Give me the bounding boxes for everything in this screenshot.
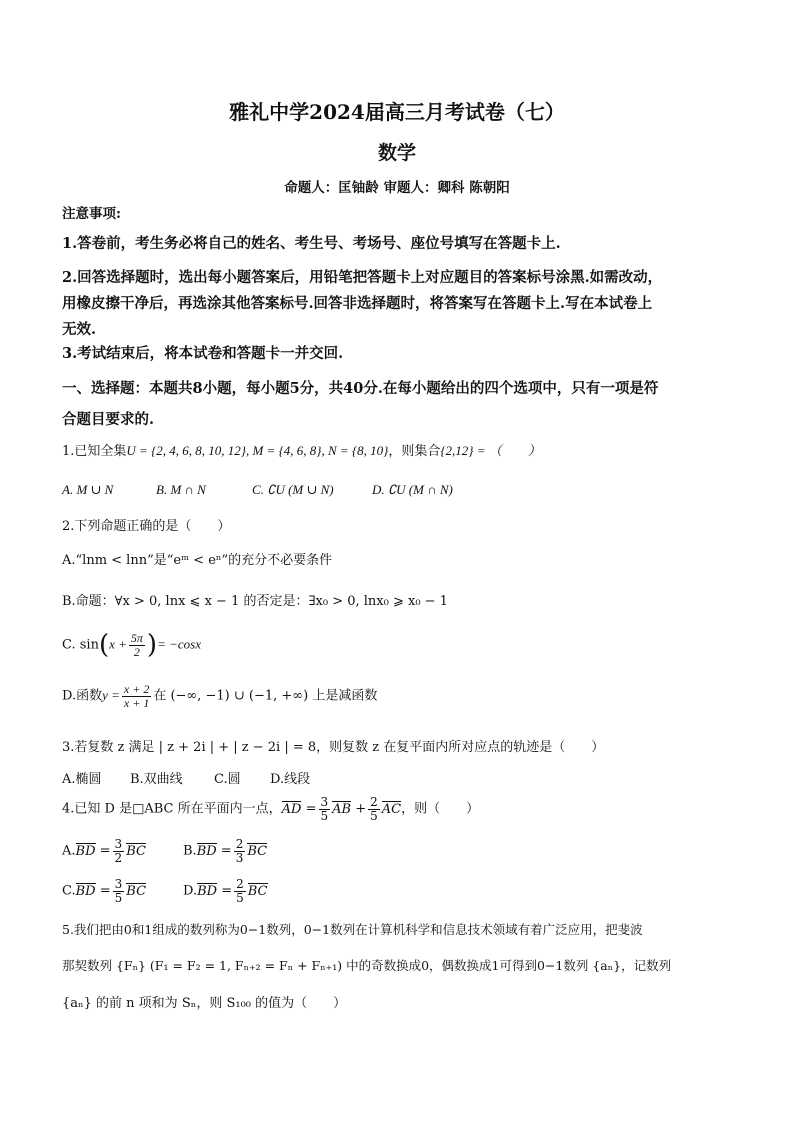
numerator: 5π: [130, 630, 143, 645]
vector-ac: AC: [381, 801, 402, 817]
notice-item-2-line1: 2.回答选择题时，选出每小题答案后，用铅笔把答题卡上对应题目的答案标号涂黑.如需改动，: [62, 269, 663, 286]
question-5-line2: 那契数列 {Fₙ} (F₁ = F₂ = 1, Fₙ₊₂ = Fₙ + Fₙ₊₁) 中的奇数换成0，偶数换成1可得到0−1数列 {aₙ}，记数列: [62, 958, 672, 973]
denominator: 5: [320, 808, 329, 823]
denominator: 5: [114, 890, 123, 905]
left-paren: (: [98, 630, 110, 660]
section-heading-line1: 一、选择题：本题共8小题，每小题5分，共40分.在每小题给出的四个选项中，只有一项是符: [62, 380, 659, 397]
question-5-line1: 5.我们把由0和1组成的数列称为0−1数列，0−1数列在计算机科学和信息技术领域有着广泛应用，把斐波: [62, 922, 643, 937]
numerator: 2: [370, 795, 378, 809]
q2-option-b[interactable]: B.命题：∀x > 0, lnx ⩽ x − 1 的否定是：∃x₀ > 0, lnx₀ ⩾ x₀ − 1: [62, 594, 448, 609]
q2-d-suffix: 在 (−∞, −1) ∪ (−1, +∞) 上是减函数: [153, 688, 378, 704]
q2-c-x: x +: [109, 636, 127, 652]
q4-option-b[interactable]: B.BD = $\frac{2}{3}$ BC: [183, 837, 268, 865]
q4-option-c[interactable]: C.BD = $\frac{3}{5}$ BC: [62, 877, 147, 905]
denominator: 2: [114, 850, 123, 865]
q2-option-c[interactable]: [62, 630, 201, 660]
vector-bc: BC: [247, 883, 268, 899]
q2-d-y: y =: [102, 687, 120, 703]
q3-option-a[interactable]: A.椭圆: [62, 772, 102, 787]
numerator: 3: [320, 795, 329, 809]
vector-ad: AD: [281, 801, 302, 817]
denominator: 5: [370, 808, 378, 823]
equals: =: [305, 801, 317, 817]
notice-item-1: 1.答卷前，考生务必将自己的姓名、考生号、考场号、座位号填写在答题卡上.: [62, 235, 561, 252]
fraction: [319, 796, 331, 822]
vector-bd: BD: [197, 883, 218, 899]
subject-title: 数学: [377, 142, 416, 164]
q1-sets: U = {2, 4, 6, 8, 10, 12}, M = {4, 6, 8}, N = {8, 10}: [126, 443, 389, 458]
exam-title: 雅礼中学2024届高三月考试卷（七）: [229, 100, 565, 124]
question-4-stem: [62, 796, 479, 822]
q1-stem-text-c: ，则集合: [388, 444, 441, 459]
question-5-line3: {aₙ} 的前 n 项和为 Sₙ，则 S₁₀₀ 的值为（ ）: [62, 996, 347, 1011]
question-3-stem: 3.若复数 z 满足 | z + 2i | + | z − 2i | = 8，则复数 z 在复平面内所对应点的轨迹是（ ）: [62, 740, 605, 755]
right-paren: ): [146, 630, 158, 660]
q3-option-c[interactable]: C.圆: [214, 772, 241, 787]
q1-option-d[interactable]: D. ∁U (M ∩ N): [372, 482, 453, 497]
numerator: 2: [235, 837, 244, 851]
q4-option-d[interactable]: D.BD = $\frac{2}{5}$ BC: [183, 877, 268, 905]
numerator: 3: [114, 837, 123, 851]
q3-option-d[interactable]: D.线段: [270, 772, 311, 787]
numerator: 3: [114, 877, 123, 891]
question-1-options: [62, 482, 453, 498]
q2-c-prefix: C. sin: [62, 637, 99, 653]
option-label: A.: [62, 843, 76, 859]
option-label: C.: [62, 883, 76, 899]
q3-option-b[interactable]: B.双曲线: [130, 772, 183, 787]
numerator: x + 2: [123, 682, 150, 696]
question-1-stem: [62, 440, 541, 459]
notice-heading: 注意事项:: [62, 206, 121, 222]
q1-stem-text-a: 1.已知全集: [62, 444, 127, 459]
vector-bc: BC: [126, 843, 146, 859]
vector-bc: BC: [247, 843, 268, 859]
option-label: D.: [183, 883, 198, 899]
vector-ab: AB: [332, 801, 352, 817]
denominator: 5: [236, 890, 244, 905]
denominator: 3: [235, 850, 244, 865]
vector-bd: BD: [75, 883, 96, 899]
q2-option-a[interactable]: A.“lnm < lnn”是“eᵐ < eⁿ”的充分不必要条件: [62, 553, 333, 568]
q1-option-a[interactable]: A. M ∪ N: [62, 482, 114, 497]
q2-c-suffix: = −cosx: [157, 636, 201, 652]
vector-bd: BD: [196, 843, 217, 859]
question-2-stem: 2.下列命题正确的是（ ）: [62, 519, 231, 534]
q4-option-a[interactable]: A.BD = $\frac{3}{2}$ BC: [62, 837, 146, 865]
fraction: [122, 683, 151, 709]
vector-bd: BD: [75, 843, 96, 859]
denominator: x + 1: [123, 695, 150, 710]
q1-option-c[interactable]: C. ∁U (M ∪ N): [252, 482, 334, 497]
denominator: 2: [133, 644, 140, 659]
plus: +: [355, 801, 367, 817]
fraction: [234, 838, 246, 864]
vector-bc: BC: [126, 883, 147, 899]
notice-item-2-line2: 用橡皮擦干净后，再选涂其他答案标号.回答非选择题时，将答案写在答题卡上.写在本试卷上: [62, 295, 653, 312]
q1-target-set: {2,12} = （ ）: [440, 443, 541, 458]
q2-option-d[interactable]: [62, 683, 377, 709]
q4-stem-b: ，则（ ）: [401, 801, 480, 817]
question-3-options: [62, 768, 310, 787]
fraction: [234, 878, 246, 904]
author-line: 命题人：匡铀龄 审题人：卿科 陈朝阳: [284, 180, 510, 196]
fraction: [129, 632, 145, 658]
numerator: 2: [236, 877, 244, 891]
fraction: [368, 796, 380, 822]
section-heading-line2: 合题目要求的.: [62, 411, 155, 428]
q4-stem-a: 4.已知 D 是□ABC 所在平面内一点，: [62, 801, 282, 817]
notice-item-3: 3.考试结束后，将本试卷和答题卡一并交回.: [62, 345, 344, 362]
q1-option-b[interactable]: B. M ∩ N: [156, 482, 206, 497]
fraction: [113, 878, 125, 904]
q2-d-prefix: D.函数: [62, 688, 103, 704]
notice-item-2-line3: 无效.: [62, 321, 97, 338]
option-label: B.: [183, 843, 197, 859]
fraction: [113, 838, 125, 864]
